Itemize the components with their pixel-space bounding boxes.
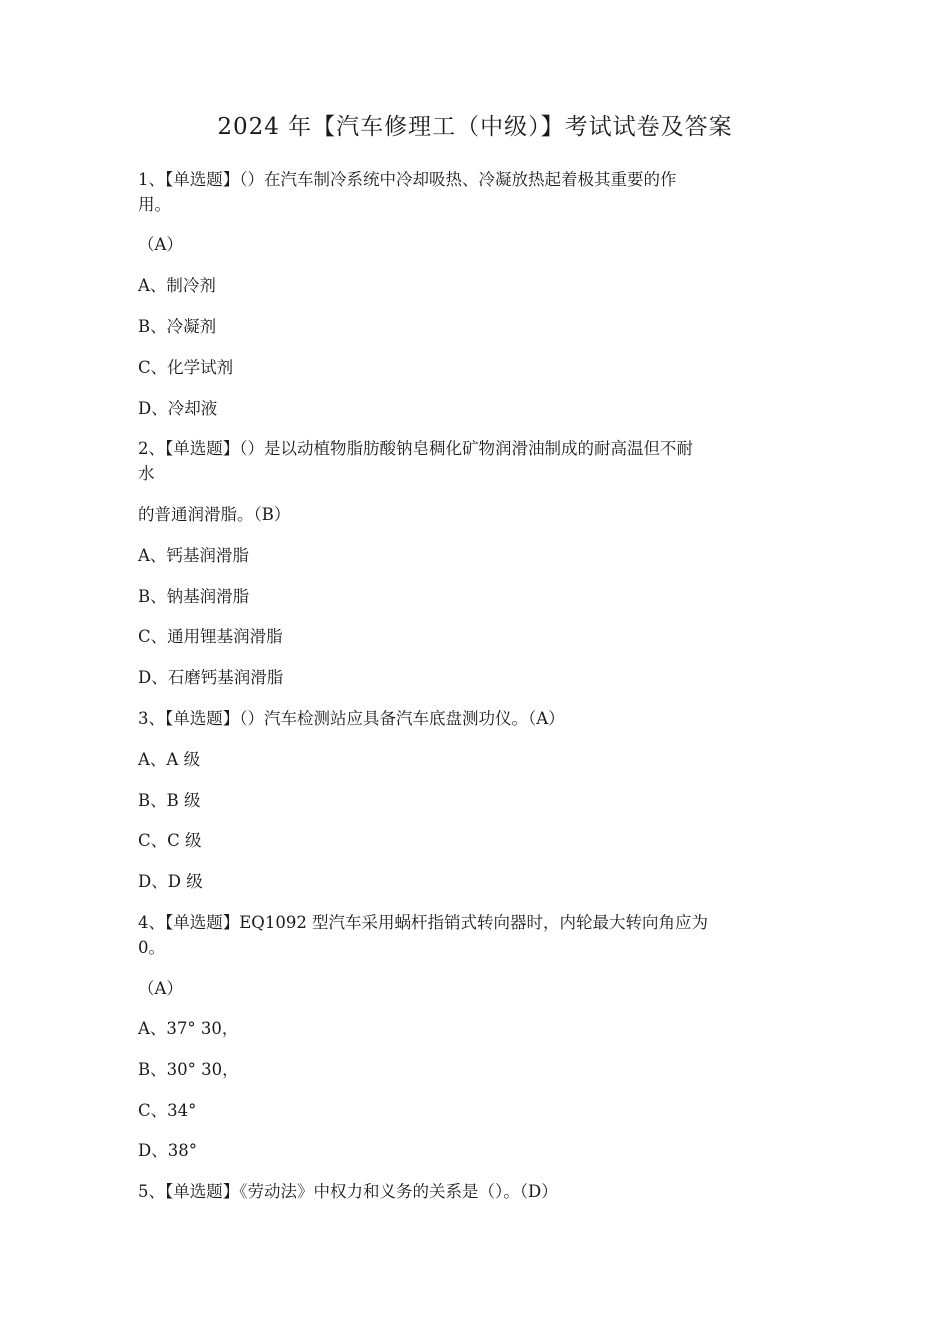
q1-answer: （A）	[138, 235, 183, 254]
q4-stem-line2: 0。	[138, 938, 165, 957]
q4-option-b: B、30° 30，	[138, 1060, 239, 1079]
q2-option-d: D、石磨钙基润滑脂	[138, 668, 284, 687]
q1-option-b: B、冷凝剂	[138, 317, 217, 336]
q2-option-b: B、钠基润滑脂	[138, 587, 250, 606]
q2-stem-line1: 2、【单选题】（）是以动植物脂肪酸钠皂稠化矿物润滑油制成的耐高温但不耐	[138, 439, 693, 458]
q1-option-a: A、制冷剂	[138, 276, 216, 295]
q2-stem-line2: 水	[138, 464, 155, 483]
q2-stem-line3: 的普通润滑脂。（B）	[138, 505, 291, 524]
document-title: 2024 年【汽车修理工（中级）】考试试卷及答案	[217, 114, 733, 140]
q3-option-d: D、D 级	[138, 872, 203, 891]
q3-option-c: C、C 级	[138, 831, 202, 850]
q4-option-c: C、34°	[138, 1101, 197, 1120]
q1-stem-line2: 用。	[138, 195, 171, 214]
q4-option-d: D、38°	[138, 1141, 197, 1160]
q1-option-d: D、冷却液	[138, 399, 218, 418]
q2-option-c: C、通用锂基润滑脂	[138, 627, 283, 646]
q4-stem-line1: 4、【单选题】EQ1092 型汽车采用蜗杆指销式转向器时，内轮最大转向角应为	[138, 913, 709, 932]
q4-answer: （A）	[138, 979, 183, 998]
q5-stem: 5、【单选题】《劳动法》中权力和义务的关系是（）。（D）	[138, 1182, 558, 1201]
q3-option-b: B、B 级	[138, 791, 201, 810]
q3-stem: 3、【单选题】（）汽车检测站应具备汽车底盘测功仪。（A）	[138, 709, 565, 728]
q2-option-a: A、钙基润滑脂	[138, 546, 249, 565]
q1-stem-line1: 1、【单选题】（）在汽车制冷系统中冷却吸热、冷凝放热起着极其重要的作	[138, 170, 677, 189]
q3-option-a: A、A 级	[138, 750, 201, 769]
q4-option-a: A、37° 30，	[138, 1019, 239, 1038]
q1-option-c: C、化学试剂	[138, 358, 234, 377]
